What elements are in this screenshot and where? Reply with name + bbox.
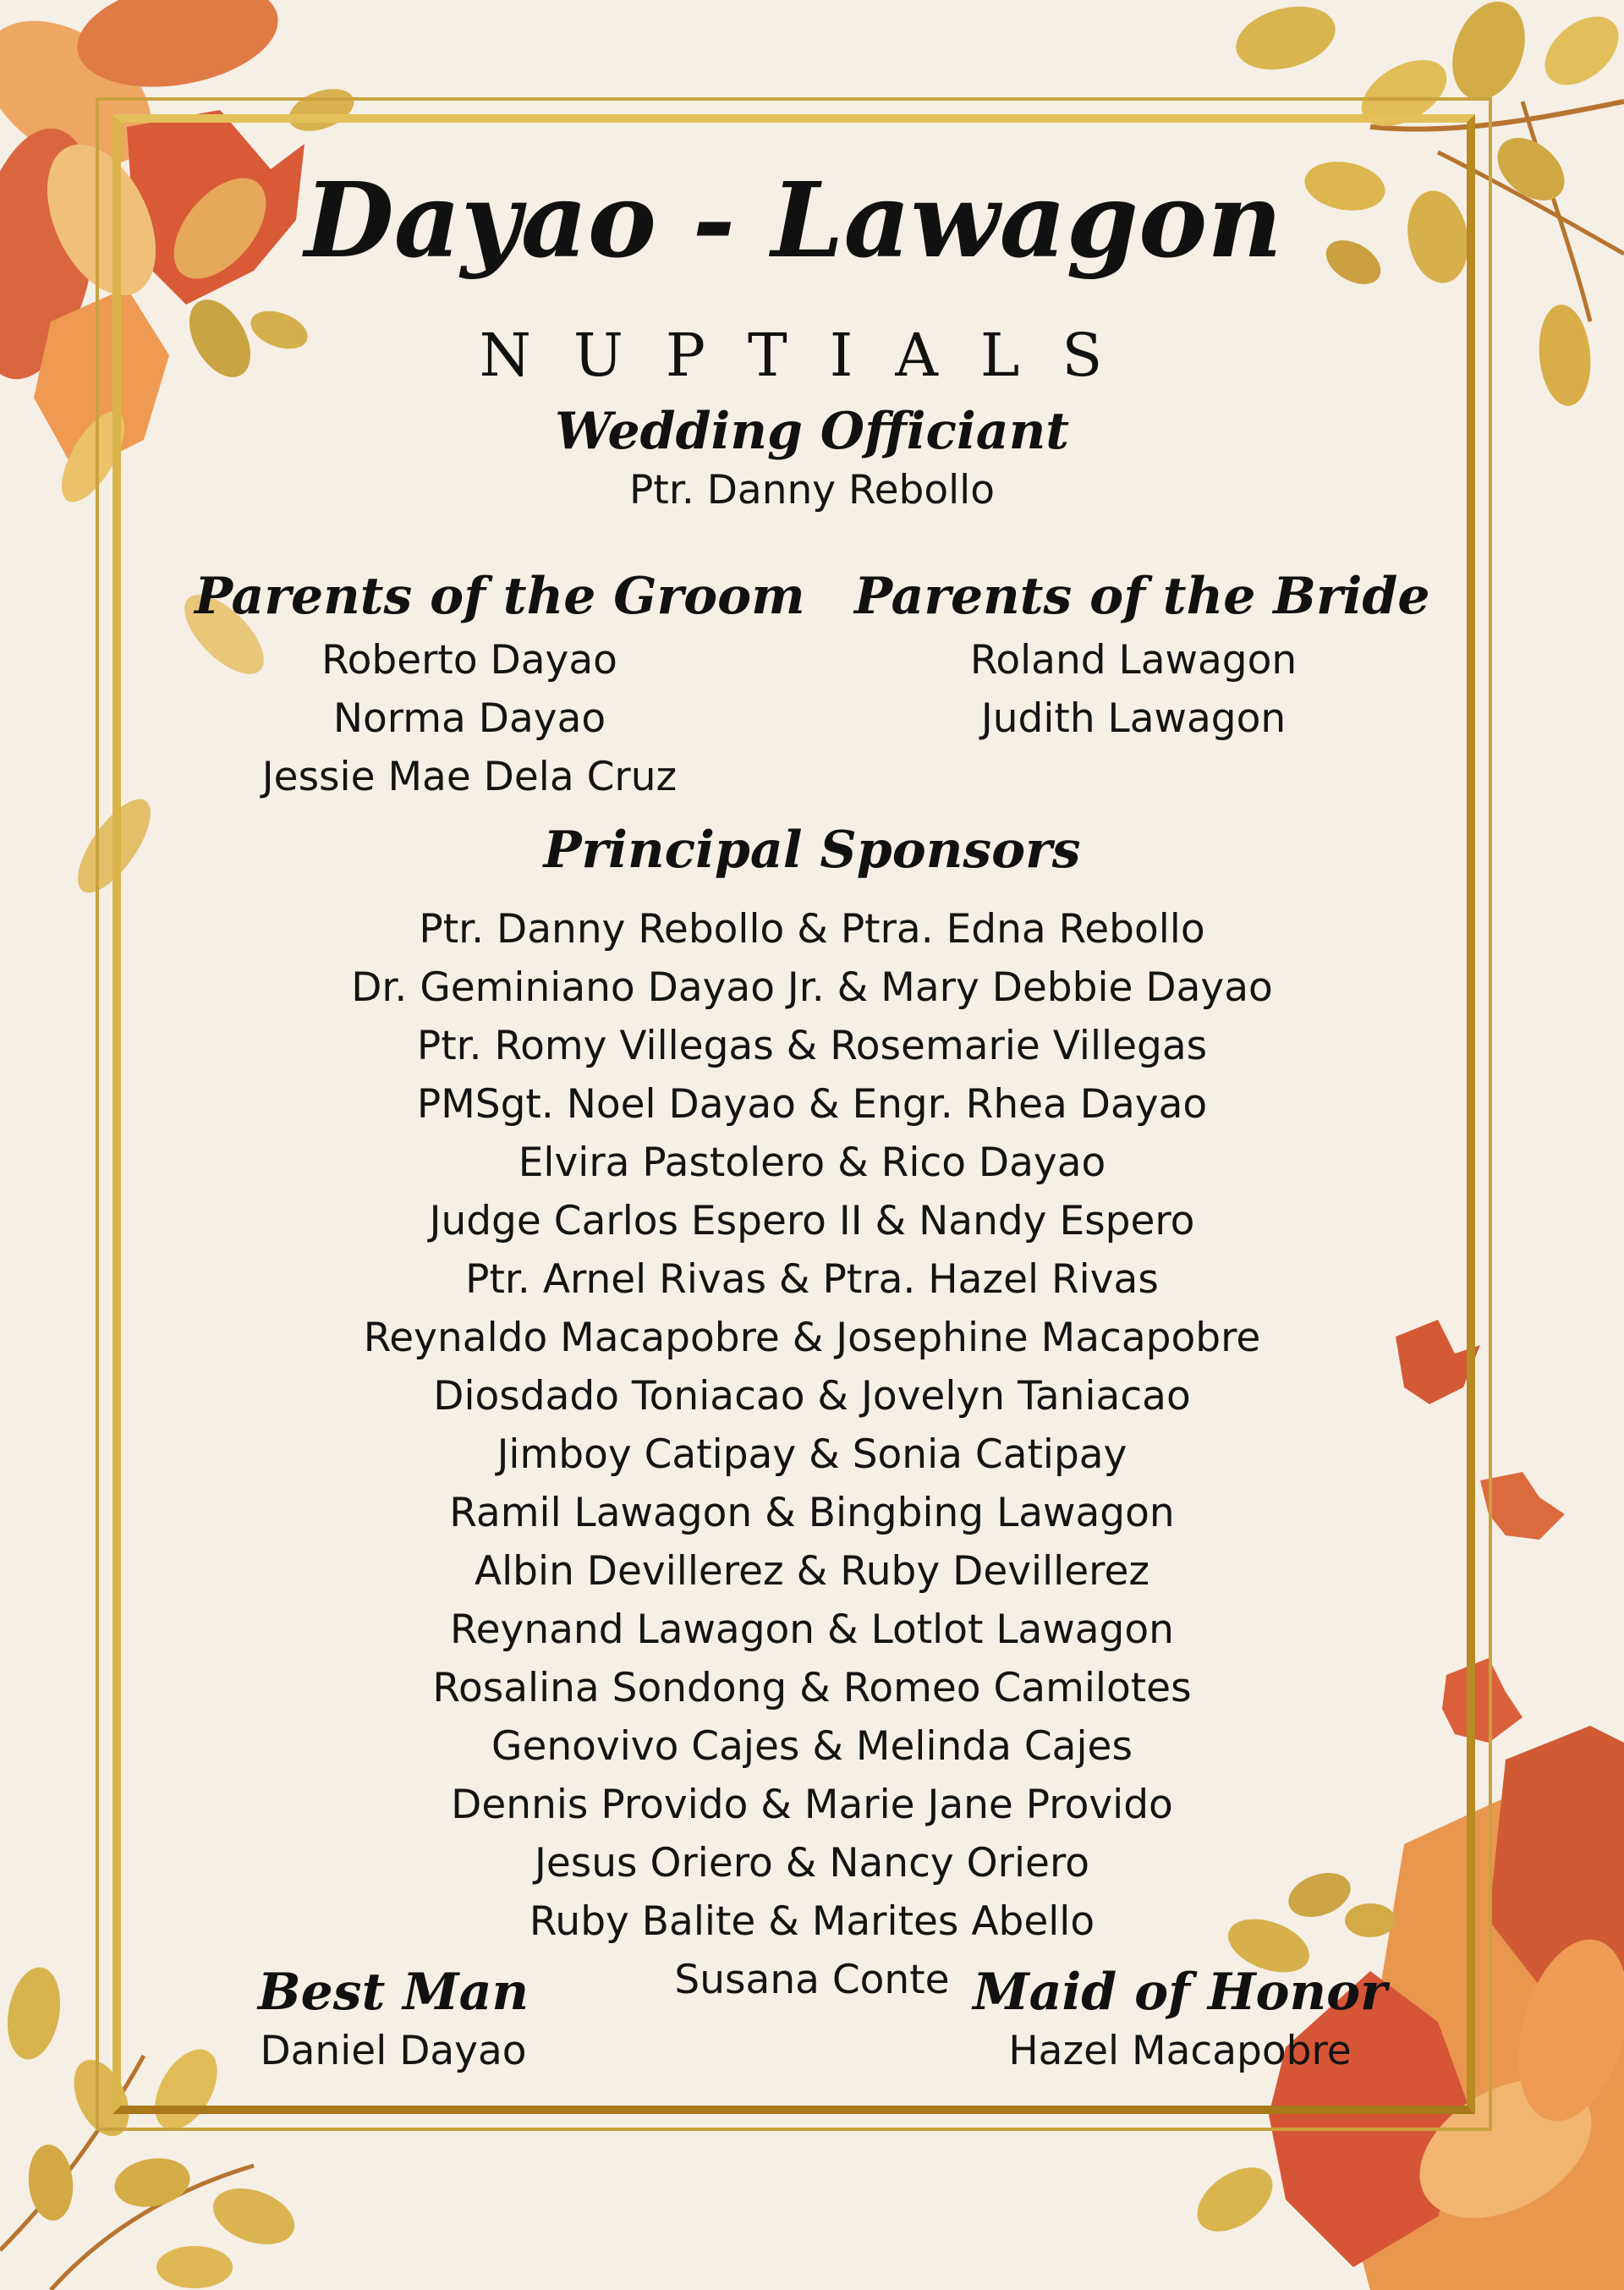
sponsor-item: Elvira Pastolero & Rico Dayao xyxy=(518,1140,1106,1186)
maid-of-honor-name: Hazel Macapobre xyxy=(1008,2028,1352,2074)
sponsor-item: Rosalina Sondong & Romeo Camilotes xyxy=(432,1665,1192,1711)
best-man-name: Daniel Dayao xyxy=(260,2028,527,2074)
sponsor-item: Ptr. Danny Rebollo & Ptra. Edna Rebollo xyxy=(419,906,1205,953)
sponsor-item: Dennis Provido & Marie Jane Provido xyxy=(451,1782,1173,1828)
sponsor-item: Diosdado Toniacao & Jovelyn Taniacao xyxy=(433,1373,1191,1420)
bride-parent-1: Roland Lawagon xyxy=(969,637,1298,684)
sponsor-item: Ramil Lawagon & Bingbing Lawagon xyxy=(449,1490,1175,1536)
principal-sponsors-heading: Principal Sponsors xyxy=(543,821,1081,880)
groom-parent-3: Jessie Mae Dela Cruz xyxy=(261,754,678,800)
best-man-heading: Best Man xyxy=(257,1963,529,2022)
principal-sponsors-list xyxy=(220,900,1404,2009)
groom-parents-heading: Parents of the Groom xyxy=(195,567,805,626)
officiant-heading: Wedding Officiant xyxy=(554,402,1070,461)
sponsor-item: Albin Devillerez & Ruby Devillerez xyxy=(474,1548,1150,1595)
groom-parent-2: Norma Dayao xyxy=(332,695,606,742)
sponsor-item: Judge Carlos Espero II & Nandy Espero xyxy=(429,1198,1195,1244)
bride-parents-heading: Parents of the Bride xyxy=(854,567,1430,626)
maid-of-honor-heading: Maid of Honor xyxy=(973,1963,1387,2022)
nuptials-subtitle: NUPTIALS xyxy=(479,321,1145,390)
groom-parent-1: Roberto Dayao xyxy=(321,637,617,684)
sponsor-item: Reynand Lawagon & Lotlot Lawagon xyxy=(450,1606,1174,1653)
sponsor-item: Dr. Geminiano Dayao Jr. & Mary Debbie Dayao xyxy=(351,964,1273,1011)
sponsor-item: PMSgt. Noel Dayao & Engr. Rhea Dayao xyxy=(416,1081,1208,1128)
bride-parent-2: Judith Lawagon xyxy=(980,695,1287,742)
sponsor-item: Jesus Oriero & Nancy Oriero xyxy=(534,1840,1090,1886)
sponsor-item: Reynaldo Macapobre & Josephine Macapobre xyxy=(363,1315,1261,1361)
sponsor-item: Ptr. Arnel Rivas & Ptra. Hazel Rivas xyxy=(465,1256,1159,1303)
sponsor-item: Susana Conte xyxy=(674,1957,950,2003)
sponsor-item: Genovivo Cajes & Melinda Cajes xyxy=(491,1723,1133,1770)
sponsor-item: Ruby Balite & Marites Abello xyxy=(529,1898,1095,1945)
sponsor-item: Jimboy Catipay & Sonia Catipay xyxy=(497,1431,1127,1478)
sponsor-item: Ptr. Romy Villegas & Rosemarie Villegas xyxy=(416,1023,1208,1069)
couple-title: Dayao - Lawagon xyxy=(304,159,1283,281)
officiant-name: Ptr. Danny Rebollo xyxy=(629,467,995,513)
